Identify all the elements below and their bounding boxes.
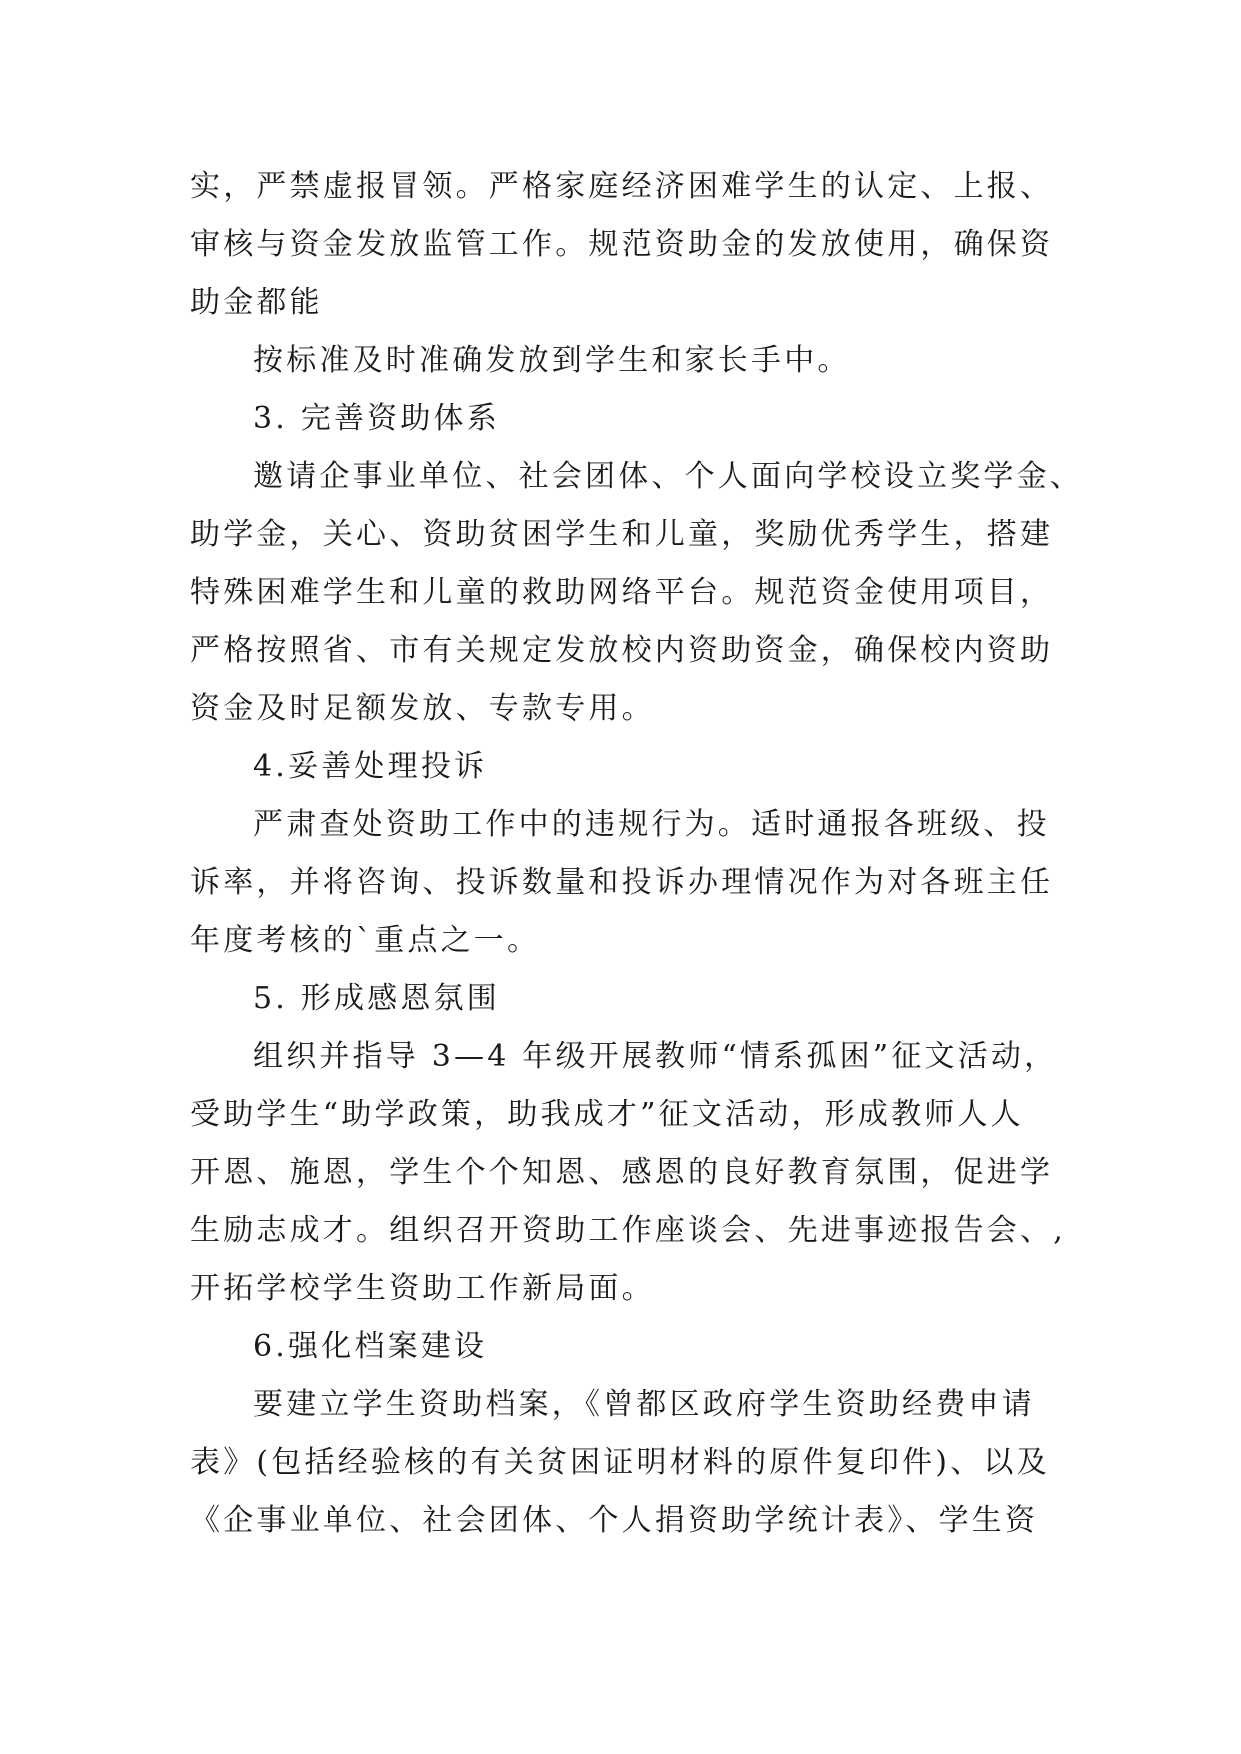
document-page <box>190 158 1083 1550</box>
paragraph-line: 生励志成才。组织召开资助工作座谈会、先进事迹报告会、, <box>190 1213 1066 1248</box>
paragraph-line: 组织并指导 3—4 年级开展教师“情系孤困”征文活动， <box>253 1039 1058 1074</box>
paragraph-line: 开拓学校学生资助工作新局面。 <box>190 1271 655 1306</box>
paragraph-line: 年度考核的`重点之一。 <box>190 923 541 958</box>
paragraph-line: 《企事业单位、社会团体、个人捐资助学统计表》、学生资 <box>190 1503 1039 1538</box>
paragraph-line: 开恩、施恩，学生个个知恩、感恩的良好教育氛围，促进学 <box>190 1155 1054 1190</box>
section-heading: 5. 形成感恩氛围 <box>253 981 500 1016</box>
paragraph-line: 表》(包括经验核的有关贫困证明材料的原件复印件)、以及 <box>190 1445 1050 1480</box>
paragraph-line: 要建立学生资助档案，《曾都区政府学生资助经费申请 <box>253 1387 1035 1422</box>
paragraph-line: 邀请企事业单位、社会团体、个人面向学校设立奖学金、 <box>253 459 1083 494</box>
section-heading: 3. 完善资助体系 <box>253 401 500 436</box>
paragraph-line: 资金及时足额发放、专款专用。 <box>190 691 655 726</box>
paragraph-line: 严肃查处资助工作中的违规行为。适时通报各班级、投 <box>253 807 1050 842</box>
paragraph-line: 特殊困难学生和儿童的救助网络平台。规范资金使用项目， <box>190 575 1054 610</box>
paragraph-line: 审核与资金发放监管工作。规范资助金的发放使用，确保资 <box>190 227 1054 262</box>
paragraph-line: 助学金，关心、资助贫困学生和儿童，奖励优秀学生，搭建 <box>190 517 1054 552</box>
paragraph-line: 严格按照省、市有关规定发放校内资助资金，确保校内资助 <box>190 633 1054 668</box>
paragraph-line: 实，严禁虚报冒领。严格家庭经济困难学生的认定、上报、 <box>190 169 1054 204</box>
paragraph-line: 受助学生“助学政策，助我成才”征文活动，形成教师人人 <box>190 1097 1024 1132</box>
paragraph-line: 按标准及时准确发放到学生和家长手中。 <box>253 343 851 378</box>
section-heading: 6.强化档案建设 <box>253 1329 488 1364</box>
paragraph-line: 诉率，并将咨询、投诉数量和投诉办理情况作为对各班主任 <box>190 865 1054 900</box>
paragraph-line: 助金都能 <box>190 285 323 320</box>
section-heading: 4.妥善处理投诉 <box>253 749 488 784</box>
